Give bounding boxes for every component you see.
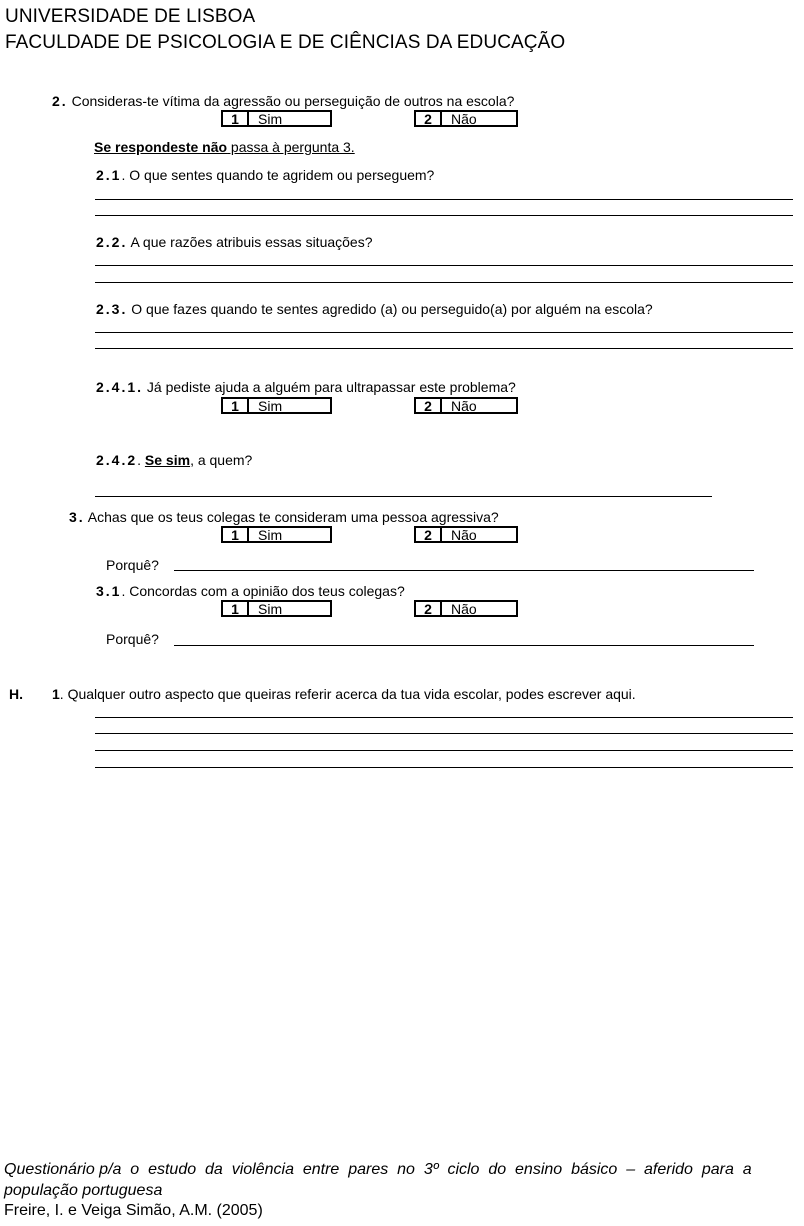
option-number: 1 xyxy=(223,112,249,125)
option-number: 2 xyxy=(416,399,442,412)
option-yes-checkbox[interactable] xyxy=(221,397,332,414)
answer-line[interactable] xyxy=(95,265,793,266)
question-number: 2. xyxy=(52,93,68,109)
faculty-name: FACULDADE DE PSICOLOGIA E DE CIÊNCIAS DA EDUCAÇÃO xyxy=(5,32,566,53)
section-letter: H. xyxy=(9,686,23,702)
option-number: 1 xyxy=(223,399,249,412)
option-number: 2 xyxy=(416,528,442,541)
question-2-1 xyxy=(96,167,434,184)
option-no-checkbox[interactable] xyxy=(414,600,518,617)
option-label: Sim xyxy=(258,111,283,127)
question-number: 3.1 xyxy=(96,583,122,599)
answer-line[interactable] xyxy=(95,348,793,349)
option-number: 1 xyxy=(223,602,249,615)
answer-line[interactable] xyxy=(95,496,712,497)
answer-line[interactable] xyxy=(95,717,793,718)
why-label: Porquê? xyxy=(106,557,159,573)
option-no-checkbox[interactable] xyxy=(414,110,518,127)
question-number: 2.3. xyxy=(96,301,128,317)
answer-line[interactable] xyxy=(95,199,793,200)
answer-line[interactable] xyxy=(174,570,754,571)
answer-line[interactable] xyxy=(95,332,793,333)
answer-line[interactable] xyxy=(95,282,793,283)
footer-title-line1: Questionário p/a o estudo da violência entre pares no 3º ciclo do ensino básico – aferido para a xyxy=(4,1161,752,1178)
question-text: , a quem? xyxy=(190,452,253,468)
option-label: Não xyxy=(451,398,477,414)
answer-line[interactable] xyxy=(95,215,793,216)
question-text: . Qualquer outro aspecto que queiras referir acerca da tua vida escolar, podes escrever aqui. xyxy=(59,686,636,702)
question-3 xyxy=(69,509,499,526)
why-label: Porquê? xyxy=(106,631,159,647)
footer-citation: Freire, I. e Veiga Simão, A.M. (2005) xyxy=(4,1202,263,1219)
skip-instruction xyxy=(94,139,355,156)
option-number: 2 xyxy=(416,112,442,125)
question-number: 2.4.2 xyxy=(96,452,138,468)
option-label: Não xyxy=(451,111,477,127)
option-label: Sim xyxy=(258,527,283,543)
option-label: Sim xyxy=(258,398,283,414)
option-yes-checkbox[interactable] xyxy=(221,526,332,543)
option-yes-checkbox[interactable] xyxy=(221,600,332,617)
question-2-4-2 xyxy=(96,452,252,469)
question-dot: . xyxy=(137,452,145,468)
option-label: Não xyxy=(451,601,477,617)
question-number: 2.4.1. xyxy=(96,379,144,395)
option-label: Não xyxy=(451,527,477,543)
option-number: 2 xyxy=(416,602,442,615)
question-text: Já pediste ajuda a alguém para ultrapassar este problema? xyxy=(143,379,516,395)
question-text: . Concordas com a opinião dos teus colegas? xyxy=(121,583,405,599)
question-number: 2.2. xyxy=(96,234,128,250)
answer-line[interactable] xyxy=(95,767,793,768)
question-text: . O que sentes quando te agridem ou perseguem? xyxy=(121,167,435,183)
answer-line[interactable] xyxy=(95,733,793,734)
skip-rest: passa à pergunta 3. xyxy=(227,139,355,155)
question-text: Achas que os teus colegas te consideram uma pessoa agressiva? xyxy=(84,509,499,525)
university-name: UNIVERSIDADE DE LISBOA xyxy=(5,6,256,27)
option-label: Sim xyxy=(258,601,283,617)
option-yes-checkbox[interactable] xyxy=(221,110,332,127)
question-h-1 xyxy=(52,686,636,703)
question-2-3 xyxy=(96,301,653,318)
question-number: 3. xyxy=(69,509,85,525)
option-no-checkbox[interactable] xyxy=(414,397,518,414)
question-text: Consideras-te vítima da agressão ou perseguição de outros na escola? xyxy=(71,93,515,109)
option-no-checkbox[interactable] xyxy=(414,526,518,543)
question-number: 1 xyxy=(52,686,60,702)
answer-line[interactable] xyxy=(95,750,793,751)
question-number: 2.1 xyxy=(96,167,122,183)
option-number: 1 xyxy=(223,528,249,541)
question-3-1 xyxy=(96,583,405,600)
question-bold: Se sim xyxy=(144,452,191,468)
skip-bold: Se respondeste não xyxy=(94,139,228,155)
question-text: O que fazes quando te sentes agredido (a) ou perseguido(a) por alguém na escola? xyxy=(127,301,653,317)
question-2-2 xyxy=(96,234,373,251)
footer-title-line2: população portuguesa xyxy=(4,1182,163,1199)
question-2 xyxy=(52,93,514,110)
question-text: A que razões atribuis essas situações? xyxy=(127,234,373,250)
question-2-4-1 xyxy=(96,379,516,396)
answer-line[interactable] xyxy=(174,645,754,646)
